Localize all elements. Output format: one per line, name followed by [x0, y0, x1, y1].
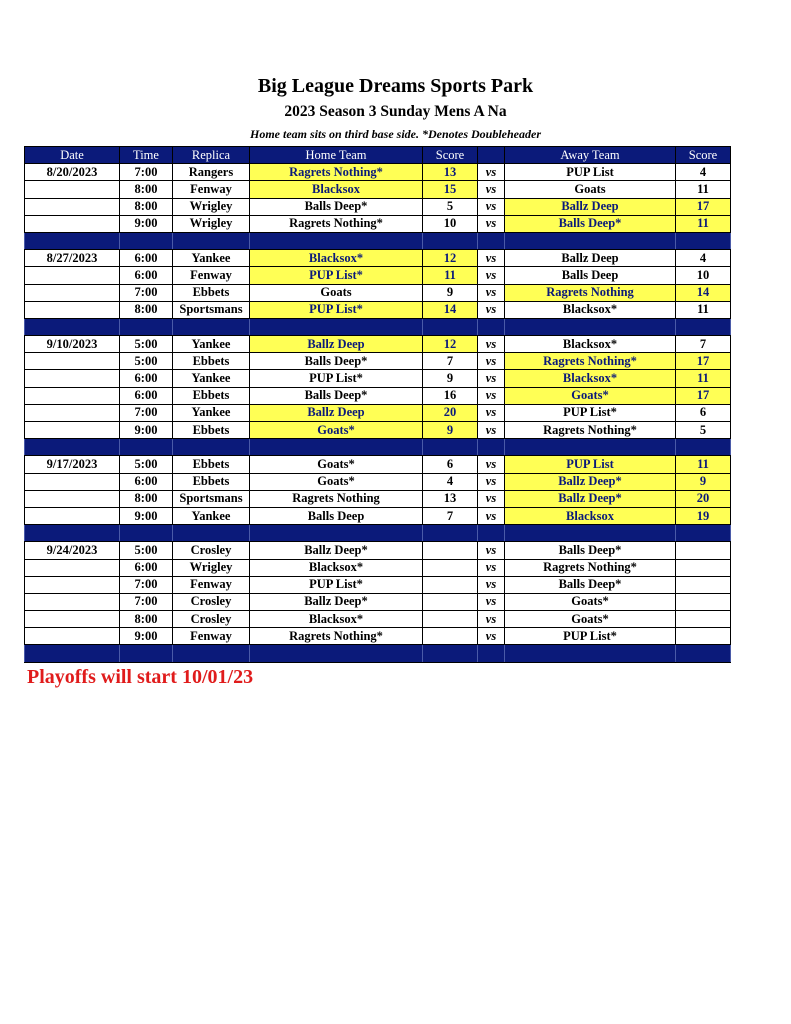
home-team-cell: Balls Deep*	[250, 387, 423, 404]
time-cell: 5:00	[120, 542, 173, 559]
replica-cell: Sportsmans	[173, 301, 250, 318]
separator-cell	[505, 232, 676, 249]
table-row	[25, 542, 731, 559]
separator-cell	[250, 318, 423, 335]
away-team-cell: Ragrets Nothing*	[505, 422, 676, 439]
home-team-cell: Ballz Deep*	[250, 542, 423, 559]
replica-cell: Ebbets	[173, 473, 250, 490]
separator-cell	[676, 525, 731, 542]
home-score-cell: 15	[423, 181, 478, 198]
home-score-cell: 14	[423, 301, 478, 318]
vs-cell: vs	[478, 353, 505, 370]
away-team-cell: Balls Deep*	[505, 576, 676, 593]
replica-cell: Sportsmans	[173, 490, 250, 507]
away-score-cell: 20	[676, 490, 731, 507]
replica-cell: Rangers	[173, 164, 250, 181]
vs-cell: vs	[478, 542, 505, 559]
away-team-cell: Ballz Deep	[505, 198, 676, 215]
away-team-cell: Blacksox	[505, 507, 676, 524]
away-score-cell: 9	[676, 473, 731, 490]
separator-cell	[676, 232, 731, 249]
separator-cell	[423, 525, 478, 542]
away-team-cell: Ballz Deep*	[505, 490, 676, 507]
home-team-cell: Goats*	[250, 456, 423, 473]
separator-cell	[423, 318, 478, 335]
replica-cell: Crosley	[173, 542, 250, 559]
time-cell: 8:00	[120, 181, 173, 198]
time-cell: 8:00	[120, 301, 173, 318]
home-team-cell: Blacksox	[250, 181, 423, 198]
vs-cell: vs	[478, 576, 505, 593]
home-team-cell: Ballz Deep	[250, 404, 423, 421]
away-team-cell: PUP List	[505, 456, 676, 473]
separator-cell	[173, 318, 250, 335]
replica-cell: Yankee	[173, 370, 250, 387]
home-team-cell: Goats	[250, 284, 423, 301]
home-score-cell: 16	[423, 387, 478, 404]
away-score-cell: 7	[676, 336, 731, 353]
time-cell: 7:00	[120, 576, 173, 593]
vs-cell: vs	[478, 593, 505, 610]
time-cell: 8:00	[120, 490, 173, 507]
home-team-cell: PUP List*	[250, 301, 423, 318]
separator-cell	[423, 439, 478, 456]
home-team-cell: Ragrets Nothing*	[250, 628, 423, 645]
schedule-note: Home team sits on third base side. *Denotes Doubleheader	[250, 127, 541, 141]
time-cell: 8:00	[120, 198, 173, 215]
away-score-cell	[676, 576, 731, 593]
col-header-replica: Replica	[173, 147, 250, 164]
date-cell	[25, 576, 120, 593]
time-cell: 6:00	[120, 267, 173, 284]
time-cell: 9:00	[120, 628, 173, 645]
away-score-cell: 19	[676, 507, 731, 524]
home-team-cell: PUP List*	[250, 267, 423, 284]
replica-cell: Yankee	[173, 404, 250, 421]
home-score-cell	[423, 628, 478, 645]
week-separator-row	[25, 439, 731, 456]
away-team-cell: Goats*	[505, 593, 676, 610]
home-team-cell: PUP List*	[250, 576, 423, 593]
week-separator-row	[25, 645, 731, 662]
away-team-cell: Ragrets Nothing*	[505, 559, 676, 576]
separator-cell	[120, 318, 173, 335]
separator-cell	[173, 232, 250, 249]
home-team-cell: Balls Deep*	[250, 353, 423, 370]
week-separator-row	[25, 318, 731, 335]
home-score-cell: 12	[423, 250, 478, 267]
date-cell	[25, 559, 120, 576]
replica-cell: Yankee	[173, 507, 250, 524]
time-cell: 6:00	[120, 250, 173, 267]
away-score-cell: 17	[676, 198, 731, 215]
col-header-away-score: Score	[676, 147, 731, 164]
separator-cell	[423, 232, 478, 249]
col-header-home-score: Score	[423, 147, 478, 164]
separator-cell	[478, 439, 505, 456]
vs-cell: vs	[478, 507, 505, 524]
replica-cell: Ebbets	[173, 353, 250, 370]
home-team-cell: PUP List*	[250, 370, 423, 387]
vs-cell: vs	[478, 301, 505, 318]
date-cell	[25, 181, 120, 198]
separator-cell	[676, 645, 731, 662]
table-row	[25, 404, 731, 421]
table-row	[25, 181, 731, 198]
table-row	[25, 353, 731, 370]
week-separator-row	[25, 232, 731, 249]
time-cell: 6:00	[120, 387, 173, 404]
table-row	[25, 593, 731, 610]
replica-cell: Crosley	[173, 611, 250, 628]
time-cell: 9:00	[120, 507, 173, 524]
date-cell	[25, 387, 120, 404]
vs-cell: vs	[478, 198, 505, 215]
date-cell	[25, 370, 120, 387]
away-score-cell: 4	[676, 250, 731, 267]
table-row	[25, 456, 731, 473]
away-team-cell: Blacksox*	[505, 370, 676, 387]
table-header-row	[25, 147, 731, 164]
separator-cell	[676, 318, 731, 335]
table-row	[25, 387, 731, 404]
date-cell	[25, 611, 120, 628]
away-team-cell: Blacksox*	[505, 301, 676, 318]
separator-cell	[25, 439, 120, 456]
table-row	[25, 611, 731, 628]
replica-cell: Ebbets	[173, 456, 250, 473]
col-header-home-team: Home Team	[250, 147, 423, 164]
home-score-cell	[423, 559, 478, 576]
vs-cell: vs	[478, 250, 505, 267]
separator-cell	[676, 439, 731, 456]
time-cell: 5:00	[120, 353, 173, 370]
away-score-cell: 17	[676, 353, 731, 370]
home-score-cell: 12	[423, 336, 478, 353]
away-score-cell: 10	[676, 267, 731, 284]
playoffs-notice: Playoffs will start 10/01/23	[27, 666, 254, 688]
separator-cell	[478, 645, 505, 662]
col-header-time: Time	[120, 147, 173, 164]
home-score-cell	[423, 611, 478, 628]
separator-cell	[250, 439, 423, 456]
page-title: Big League Dreams Sports Park	[257, 75, 534, 97]
home-team-cell: Ballz Deep	[250, 336, 423, 353]
separator-cell	[423, 645, 478, 662]
away-team-cell: PUP List*	[505, 628, 676, 645]
replica-cell: Fenway	[173, 181, 250, 198]
home-score-cell: 7	[423, 353, 478, 370]
separator-cell	[25, 525, 120, 542]
time-cell: 5:00	[120, 336, 173, 353]
time-cell: 7:00	[120, 404, 173, 421]
replica-cell: Wrigley	[173, 198, 250, 215]
home-score-cell	[423, 576, 478, 593]
vs-cell: vs	[478, 336, 505, 353]
vs-cell: vs	[478, 181, 505, 198]
time-cell: 7:00	[120, 593, 173, 610]
separator-cell	[120, 232, 173, 249]
time-cell: 7:00	[120, 284, 173, 301]
vs-cell: vs	[478, 473, 505, 490]
date-cell	[25, 490, 120, 507]
separator-cell	[173, 525, 250, 542]
home-score-cell: 9	[423, 370, 478, 387]
col-header-date: Date	[25, 147, 120, 164]
replica-cell: Ebbets	[173, 284, 250, 301]
away-team-cell: Goats	[505, 181, 676, 198]
table-row	[25, 490, 731, 507]
table-row	[25, 301, 731, 318]
page-subtitle: 2023 Season 3 Sunday Mens A Na	[284, 103, 507, 120]
replica-cell: Fenway	[173, 267, 250, 284]
vs-cell: vs	[478, 404, 505, 421]
home-team-cell: Ragrets Nothing*	[250, 215, 423, 232]
home-score-cell: 9	[423, 284, 478, 301]
home-team-cell: Ballz Deep*	[250, 593, 423, 610]
replica-cell: Fenway	[173, 628, 250, 645]
table-row	[25, 284, 731, 301]
replica-cell: Fenway	[173, 576, 250, 593]
table-row	[25, 250, 731, 267]
separator-cell	[505, 645, 676, 662]
separator-cell	[250, 232, 423, 249]
home-score-cell: 4	[423, 473, 478, 490]
separator-cell	[120, 525, 173, 542]
table-row	[25, 164, 731, 181]
date-cell: 9/10/2023	[25, 336, 120, 353]
date-cell	[25, 267, 120, 284]
col-header-away-team: Away Team	[505, 147, 676, 164]
date-cell	[25, 404, 120, 421]
home-score-cell: 6	[423, 456, 478, 473]
replica-cell: Wrigley	[173, 215, 250, 232]
date-cell: 9/17/2023	[25, 456, 120, 473]
time-cell: 7:00	[120, 164, 173, 181]
col-header-vs	[478, 147, 505, 164]
separator-cell	[173, 439, 250, 456]
away-team-cell: Balls Deep*	[505, 215, 676, 232]
home-team-cell: Ragrets Nothing	[250, 490, 423, 507]
home-score-cell	[423, 542, 478, 559]
away-team-cell: Ragrets Nothing	[505, 284, 676, 301]
separator-cell	[25, 645, 120, 662]
away-score-cell	[676, 559, 731, 576]
vs-cell: vs	[478, 284, 505, 301]
separator-cell	[120, 439, 173, 456]
replica-cell: Yankee	[173, 250, 250, 267]
date-cell	[25, 593, 120, 610]
table-row	[25, 507, 731, 524]
away-score-cell: 6	[676, 404, 731, 421]
vs-cell: vs	[478, 267, 505, 284]
vs-cell: vs	[478, 387, 505, 404]
vs-cell: vs	[478, 215, 505, 232]
time-cell: 6:00	[120, 370, 173, 387]
home-score-cell: 5	[423, 198, 478, 215]
separator-cell	[505, 318, 676, 335]
separator-cell	[478, 232, 505, 249]
away-team-cell: Goats*	[505, 387, 676, 404]
away-team-cell: Goats*	[505, 611, 676, 628]
home-score-cell	[423, 593, 478, 610]
date-cell	[25, 628, 120, 645]
separator-cell	[173, 645, 250, 662]
vs-cell: vs	[478, 559, 505, 576]
away-score-cell	[676, 593, 731, 610]
away-team-cell: Ragrets Nothing*	[505, 353, 676, 370]
away-score-cell	[676, 542, 731, 559]
time-cell: 5:00	[120, 456, 173, 473]
vs-cell: vs	[478, 422, 505, 439]
home-score-cell: 13	[423, 164, 478, 181]
away-team-cell: Balls Deep*	[505, 542, 676, 559]
away-team-cell: Balls Deep	[505, 267, 676, 284]
home-score-cell: 7	[423, 507, 478, 524]
home-score-cell: 13	[423, 490, 478, 507]
table-row	[25, 628, 731, 645]
date-cell: 8/27/2023	[25, 250, 120, 267]
home-team-cell: Blacksox*	[250, 611, 423, 628]
home-team-cell: Blacksox*	[250, 559, 423, 576]
time-cell: 8:00	[120, 611, 173, 628]
replica-cell: Wrigley	[173, 559, 250, 576]
replica-cell: Yankee	[173, 336, 250, 353]
date-cell: 9/24/2023	[25, 542, 120, 559]
home-team-cell: Blacksox*	[250, 250, 423, 267]
away-score-cell: 4	[676, 164, 731, 181]
schedule-body	[25, 164, 731, 662]
date-cell	[25, 353, 120, 370]
away-team-cell: Ballz Deep	[505, 250, 676, 267]
away-team-cell: Blacksox*	[505, 336, 676, 353]
table-row	[25, 370, 731, 387]
date-cell	[25, 473, 120, 490]
separator-cell	[120, 645, 173, 662]
table-row	[25, 215, 731, 232]
home-team-cell: Balls Deep*	[250, 198, 423, 215]
replica-cell: Crosley	[173, 593, 250, 610]
home-team-cell: Balls Deep	[250, 507, 423, 524]
table-row	[25, 422, 731, 439]
home-team-cell: Goats*	[250, 473, 423, 490]
away-score-cell: 11	[676, 215, 731, 232]
date-cell: 8/20/2023	[25, 164, 120, 181]
home-score-cell: 20	[423, 404, 478, 421]
separator-cell	[25, 232, 120, 249]
table-row	[25, 336, 731, 353]
away-score-cell: 11	[676, 370, 731, 387]
separator-cell	[250, 645, 423, 662]
vs-cell: vs	[478, 370, 505, 387]
away-score-cell: 5	[676, 422, 731, 439]
time-cell: 9:00	[120, 422, 173, 439]
separator-cell	[250, 525, 423, 542]
week-separator-row	[25, 525, 731, 542]
vs-cell: vs	[478, 456, 505, 473]
home-team-cell: Goats*	[250, 422, 423, 439]
away-score-cell: 17	[676, 387, 731, 404]
separator-cell	[478, 525, 505, 542]
away-team-cell: PUP List	[505, 164, 676, 181]
table-row	[25, 473, 731, 490]
separator-cell	[505, 525, 676, 542]
separator-cell	[478, 318, 505, 335]
vs-cell: vs	[478, 490, 505, 507]
away-score-cell	[676, 628, 731, 645]
away-score-cell: 14	[676, 284, 731, 301]
away-team-cell: PUP List*	[505, 404, 676, 421]
date-cell	[25, 284, 120, 301]
table-row	[25, 198, 731, 215]
vs-cell: vs	[478, 611, 505, 628]
home-score-cell: 10	[423, 215, 478, 232]
away-score-cell	[676, 611, 731, 628]
time-cell: 9:00	[120, 215, 173, 232]
vs-cell: vs	[478, 164, 505, 181]
date-cell	[25, 215, 120, 232]
separator-cell	[25, 318, 120, 335]
table-row	[25, 576, 731, 593]
vs-cell: vs	[478, 628, 505, 645]
replica-cell: Ebbets	[173, 387, 250, 404]
home-score-cell: 9	[423, 422, 478, 439]
schedule-table	[24, 146, 731, 663]
home-score-cell: 11	[423, 267, 478, 284]
away-score-cell: 11	[676, 301, 731, 318]
time-cell: 6:00	[120, 473, 173, 490]
table-row	[25, 559, 731, 576]
home-team-cell: Ragrets Nothing*	[250, 164, 423, 181]
table-row	[25, 267, 731, 284]
away-team-cell: Ballz Deep*	[505, 473, 676, 490]
away-score-cell: 11	[676, 456, 731, 473]
date-cell	[25, 507, 120, 524]
date-cell	[25, 301, 120, 318]
time-cell: 6:00	[120, 559, 173, 576]
away-score-cell: 11	[676, 181, 731, 198]
date-cell	[25, 198, 120, 215]
separator-cell	[505, 439, 676, 456]
replica-cell: Ebbets	[173, 422, 250, 439]
date-cell	[25, 422, 120, 439]
